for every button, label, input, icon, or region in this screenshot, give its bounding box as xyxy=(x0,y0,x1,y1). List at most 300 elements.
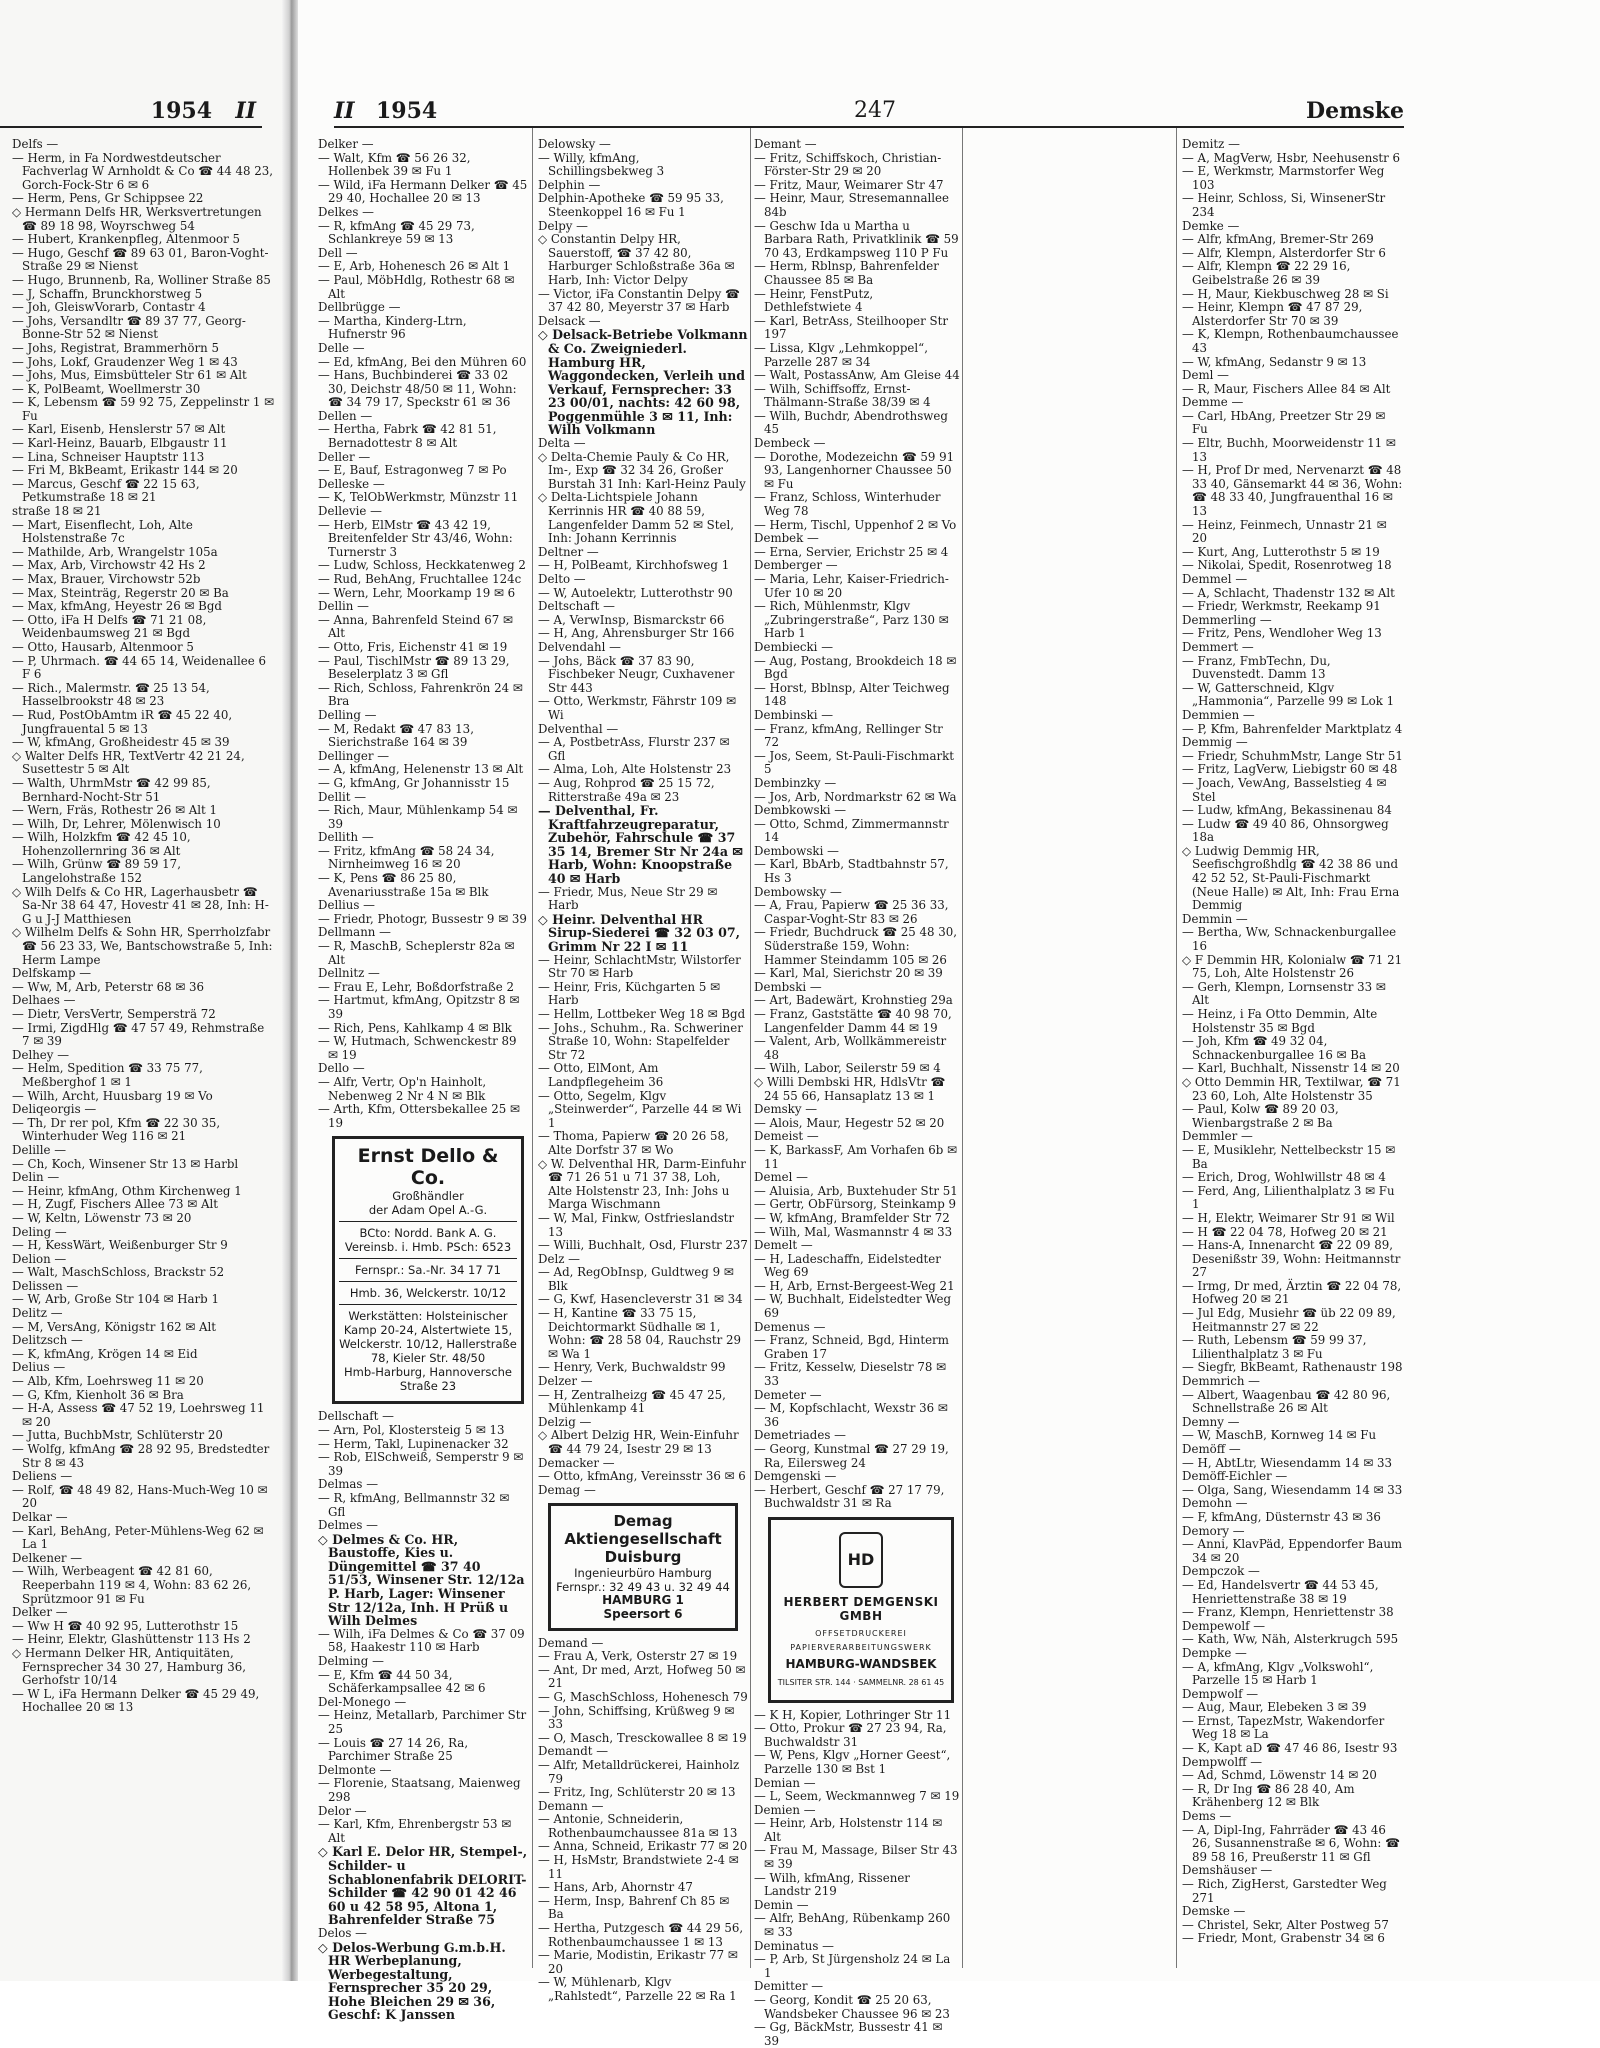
directory-entry: — Herm, Tischl, Uppenhof 2 ✉ Vo xyxy=(754,517,957,532)
directory-entry: — Otto, Fris, Eichenstr 41 ✉ 19 xyxy=(318,639,508,654)
directory-entry: Demian — xyxy=(754,1775,816,1790)
directory-entry: ◇ Walter Delfs HR, TextVertr 42 21 24, Susettestr 5 ✉ Alt xyxy=(12,748,245,777)
directory-entry: Delkar — xyxy=(12,1509,68,1524)
directory-entry: — Hugo, Brunnenb, Ra, Wolliner Straße 85 xyxy=(12,272,271,287)
directory-entry: Delmonte — xyxy=(318,1762,392,1777)
column-1b-entries xyxy=(318,1410,528,2022)
directory-entry: — Aug, Maur, Elebeken 3 ✉ 39 xyxy=(1182,1700,1367,1715)
left-header-year: 1954 xyxy=(150,98,212,124)
ad-demag-line: Speersort 6 xyxy=(603,1606,683,1621)
directory-entry: Delle — xyxy=(318,340,365,355)
directory-entry: — Heinr, Schloss, Si, WinsenerStr 234 xyxy=(1182,191,1386,219)
directory-entry: Demien — xyxy=(754,1802,816,1817)
directory-entry: — Anna, Bahrenfeld Steind 67 ✉ Alt xyxy=(318,612,513,641)
ad-demag-title: Demag Aktiengesellschaft Duisburg xyxy=(564,1512,722,1567)
directory-entry: — Fritz, Maur, Weimarer Str 47 xyxy=(754,177,944,192)
directory-entry: — Johs, Mus, Eimsbütteler Str 61 ✉ Alt xyxy=(12,368,247,383)
directory-entry: ◇ F Demmin HR, Kolonialw ☎ 71 21 75, Loh, Alte Holstenstr 26 xyxy=(1182,952,1403,981)
directory-entry: — Frau E, Lehr, Boßdorfstraße 2 xyxy=(318,979,515,994)
directory-entry: — Valent, Arb, Wollkämmereistr 48 xyxy=(754,1034,947,1062)
directory-entry: — Hans-A, Innenarcht ☎ 22 09 89, Desenißstr 39, Wohn: Heitmannstr 27 xyxy=(1182,1238,1401,1280)
directory-entry: — Willy, kfmAng, Schillingsbekweg 3 xyxy=(538,150,665,179)
directory-entry: ◇ Delta-Lichtspiele Johann Kerrinnis HR ☎ 40 88 59, Langenfelder Damm 52 ✉ Stel, Inh: Johann Kerrinnis xyxy=(538,490,734,546)
column-3-entries xyxy=(754,138,960,1511)
directory-entry: — Heinr, Klempn ☎ 47 87 29, Alsterdorfer Str 70 ✉ 39 xyxy=(1182,300,1363,328)
directory-entry: — Johs, Registrat, Brammerhörn 5 xyxy=(12,340,219,355)
directory-entry: Dellin — xyxy=(318,599,369,614)
directory-entry: — Friedr, Mus, Neue Str 29 ✉ Harb xyxy=(538,884,718,913)
directory-entry: Deltschaft — xyxy=(538,599,615,614)
directory-entry: — Heinz, Metallarb, Parchimer Str 25 xyxy=(318,1708,527,1736)
directory-entry: — Wilh, Werbeagent ☎ 42 81 60, Reeperbahn 119 ✉ 4, Wohn: 83 62 26, Sprützmoor 91 ✉ Fu xyxy=(12,1564,252,1606)
directory-entry: Delfskamp — xyxy=(12,966,92,981)
directory-entry: — H, Maur, Kiekbuschweg 28 ✉ Si xyxy=(1182,286,1389,301)
left-header-volume: II xyxy=(235,98,256,124)
directory-entry: — Gg, BäckMstr, Bussestr 41 ✉ 39 xyxy=(754,2020,943,2048)
directory-entry: — Wilh, Buchdr, Abendrothsweg 45 xyxy=(754,408,948,437)
directory-entry: — Anni, KlavPäd, Eppendorfer Baum 34 ✉ 20 xyxy=(1182,1537,1403,1565)
directory-entry: Demandt — xyxy=(538,1744,609,1759)
directory-entry: Demeist — xyxy=(754,1129,819,1144)
directory-entry: Deminatus — xyxy=(754,1938,834,1953)
directory-entry: — Wern, Fräs, Rothestr 26 ✉ Alt 1 xyxy=(12,803,218,818)
directory-entry: — Arn, Pol, Klostersteig 5 ✉ 13 xyxy=(318,1422,505,1437)
directory-entry: — Johs, Lokf, Graudenzer Weg 1 ✉ 43 xyxy=(12,354,238,369)
directory-entry: — Ludw, kfmAng, Bekassinenau 84 xyxy=(1182,803,1392,818)
ad-dello-line: Hmb. 36, Welckerstr. 10/12 xyxy=(349,1286,507,1301)
directory-entry: — Max, kfmAng, Heyestr 26 ✉ Bgd xyxy=(12,599,222,614)
directory-entry: — Hans, Buchbinderei ☎ 33 02 30, Deichstr 48/50 ✉ 11, Wohn: ☎ 34 79 17, Speckstr 61 ✉ 36 xyxy=(318,368,517,410)
directory-entry: — Franz, FmbTechn, Du, Duvenstedt. Damm 13 xyxy=(1182,653,1331,682)
directory-entry: — Wilh, Dr, Lehrer, Mölenwisch 10 xyxy=(12,816,221,831)
directory-entry: — Otto, Werkmstr, Fährstr 109 ✉ Wi xyxy=(538,694,737,722)
directory-entry: — Ferd, Ang, Lilienthalplatz 3 ✉ Fu 1 xyxy=(1182,1183,1395,1212)
directory-entry: — G, kfmAng, Gr Johannisstr 15 xyxy=(318,775,510,790)
directory-entry: — K, BarkassF, Am Vorhafen 6b ✉ 11 xyxy=(754,1142,957,1171)
directory-entry: — Ad, Schmd, Löwenstr 14 ✉ 20 xyxy=(1182,1768,1377,1783)
directory-entry: Dellbrügge — xyxy=(318,300,401,315)
directory-entry: — Franz, Schneid, Bgd, Hinterm Graben 17 xyxy=(754,1333,949,1361)
directory-entry: — Herm, Rblnsp, Bahrenfelder Chaussee 85 ✉ Ba xyxy=(754,259,939,287)
directory-entry: ◇ Albert Delzig HR, Wein-Einfuhr ☎ 44 79 24, Isestr 29 ✉ 13 xyxy=(538,1428,739,1456)
directory-entry: — Alma, Loh, Alte Holstenstr 23 xyxy=(538,762,732,777)
directory-entry: — Mathilde, Arb, Wrangelstr 105a xyxy=(12,544,218,559)
directory-entry: ◇ Hermann Delker HR, Antiquitäten, Fernsprecher 34 30 27, Hamburg 36, Gerhofstr 10/14 xyxy=(12,1645,246,1688)
directory-entry: Delius — xyxy=(12,1360,66,1375)
directory-entry: — Martha, Kinderg-Ltrn, Hufnerstr 96 xyxy=(318,313,467,342)
directory-entry: Delitz — xyxy=(12,1306,63,1321)
directory-entry: — Otto, Prokur ☎ 27 23 94, Ra, Buchwaldstr 31 xyxy=(754,1721,947,1749)
directory-entry: — Georg, Kunstmal ☎ 27 29 19, Ra, Eilersweg 24 xyxy=(754,1442,949,1470)
directory-entry: Delleske — xyxy=(318,476,385,491)
directory-entry: Demmert — xyxy=(1182,639,1254,654)
directory-entry: — Friedr, SchuhmMstr, Lange Str 51 xyxy=(1182,748,1403,763)
directory-entry: Demeter — xyxy=(754,1387,822,1402)
directory-entry: Delvendahl — xyxy=(538,639,621,654)
directory-entry: — Ludw ☎ 49 40 86, Ohnsorgweg 18a xyxy=(1182,816,1389,845)
directory-entry: — W, Keltn, Löwenstr 73 ✉ 20 xyxy=(12,1210,192,1225)
directory-entry: — Rich, ZigHerst, Garstedter Weg 271 xyxy=(1182,1877,1387,1905)
directory-entry: — Joh, Kfm ☎ 49 32 04, Schnackenburgallee 16 ✉ Ba xyxy=(1182,1034,1366,1062)
directory-entry: — Irmg, Dr med, Ärztin ☎ 22 04 78, Hofweg 20 ✉ 21 xyxy=(1182,1278,1402,1307)
ad-demgenski-line: TILSITER STR. 144 · SAMMELNR. 28 61 45 xyxy=(777,1677,945,1687)
directory-entry: Delissen — xyxy=(12,1278,79,1293)
directory-entry: Delz — xyxy=(538,1251,580,1266)
directory-entry: Dems — xyxy=(1182,1809,1232,1824)
directory-entry: Dembowsky — xyxy=(754,884,842,899)
directory-entry: — Horst, Bblnsp, Alter Teichweg 148 xyxy=(754,680,950,709)
directory-entry: Dempczok — xyxy=(1182,1564,1260,1579)
directory-entry: — Jul Edg, Musiehr ☎ üb 22 09 89, Heitmannstr 27 ✉ 22 xyxy=(1182,1306,1396,1334)
directory-entry: — Wilh, iFa Delmes & Co ☎ 37 09 58, Haakestr 110 ✉ Harb xyxy=(318,1626,525,1655)
directory-entry: — H ☎ 22 04 78, Hofweg 20 ✉ 21 xyxy=(1182,1224,1388,1239)
directory-entry: — H, Ladeschaffn, Eidelstedter Weg 69 xyxy=(754,1251,941,1280)
directory-entry: Delion — xyxy=(12,1251,67,1266)
directory-entry: — Eltr, Buchh, Moorweidenstr 11 ✉ 13 xyxy=(1182,436,1396,464)
directory-entry: — Mart, Eisenflecht, Loh, Alte Holstenstraße 7c xyxy=(12,517,193,546)
directory-entry: — Nikolai, Spedit, Rosenrotweg 18 xyxy=(1182,558,1392,573)
directory-entry: — Max, Brauer, Virchowstr 52b xyxy=(12,572,201,586)
directory-entry: — K, Klempn, Rothenbaumchaussee 43 xyxy=(1182,327,1399,355)
directory-entry: — R, kfmAng ☎ 45 29 73, Schlankreye 59 ✉ 13 xyxy=(318,218,475,247)
directory-entry: — John, Schiffsing, Krüßweg 9 ✉ 33 xyxy=(538,1703,735,1732)
directory-entry: — Jos, Seem, St-Pauli-Fischmarkt 5 xyxy=(754,748,955,777)
directory-entry: — Herm, Takl, Lupinenacker 32 xyxy=(318,1436,509,1451)
right-header-volume: II xyxy=(334,98,355,124)
directory-entry: Demenus — xyxy=(754,1319,826,1334)
directory-entry: — Marcus, Geschf ☎ 22 15 63, Petkumstraße 18 ✉ 21 xyxy=(12,476,200,505)
directory-entry: — Karl, Buchhalt, Nissenstr 14 ✉ 20 xyxy=(1182,1061,1400,1076)
directory-entry: Demin — xyxy=(754,1897,809,1912)
directory-entry: — G, Kfm, Kienholt 36 ✉ Bra xyxy=(12,1387,184,1402)
directory-entry: Dempke — xyxy=(1182,1645,1247,1660)
directory-entry: — W, MaschB, Kornweg 14 ✉ Fu xyxy=(1182,1428,1377,1443)
directory-entry: — Walt, PostassAnw, Am Gleise 44 xyxy=(754,368,960,383)
directory-entry: Delming — xyxy=(318,1654,384,1669)
directory-entry: — Heinr, FenstPutz, Dethlefstwiete 4 xyxy=(754,286,874,315)
directory-entry: — H, Arb, Ernst-Bergeest-Weg 21 xyxy=(754,1278,955,1293)
directory-entry: — Alfr, Klempn ☎ 22 29 16, Geibelstraße 26 ✉ 39 xyxy=(1182,259,1351,287)
directory-entry: — K, Pens ☎ 86 25 80, Avenariusstraße 15a ✉ Blk xyxy=(318,871,489,899)
directory-entry: — Art, Badewärt, Krohnstieg 29a xyxy=(754,993,953,1008)
directory-entry: Demitz — xyxy=(1182,137,1240,151)
column-4 xyxy=(1182,138,1404,1968)
directory-entry: ◇ Wilh Delfs & Co HR, Lagerhausbetr ☎ Sa-Nr 38 64 47, Hovestr 41 ✉ 28, Inh: H-G u J-J Matthiesen xyxy=(12,884,269,926)
directory-entry: Demmig — xyxy=(1182,735,1248,750)
column-divider xyxy=(1176,128,1177,1968)
directory-entry: — Karl, BehAng, Peter-Mühlens-Weg 62 ✉ La 1 xyxy=(12,1523,264,1552)
directory-entry: — Carl, HbAng, Preetzer Str 29 ✉ Fu xyxy=(1182,408,1386,437)
directory-entry: — Thoma, Papierw ☎ 20 26 58, Alte Dorfstr 37 ✉ Wo xyxy=(538,1129,729,1157)
directory-entry: — Otto, kfmAng, Vereinsstr 36 ✉ 6 xyxy=(538,1469,746,1484)
directory-entry: — Willi, Buchhalt, Osd, Flurstr 237 xyxy=(538,1238,748,1253)
directory-entry: Dembowski — xyxy=(754,843,839,858)
directory-entry: Deling — xyxy=(12,1224,67,1239)
directory-entry: ◇ Delos-Werbung G.m.b.H. HR Werbeplanung, Werbegestaltung, Fernsprecher 35 20 29, Hohe Bleichen 29 ✉ 36, Geschf: K Janssen xyxy=(318,1939,506,2023)
directory-entry: — K, TelObWerkmstr, Münzstr 11 xyxy=(318,490,519,505)
directory-entry: — Heinr, Fris, Küchgarten 5 ✉ Harb xyxy=(538,979,720,1008)
directory-entry: Dell — xyxy=(318,245,358,260)
ad-demag xyxy=(548,1503,738,1630)
directory-entry: — Frau M, Massage, Bilser Str 43 ✉ 39 xyxy=(754,1843,958,1872)
directory-entry: — Rich, Schloss, Fahrenkrön 24 ✉ Bra xyxy=(318,680,523,709)
directory-entry: — Ed, kfmAng, Bei den Mühren 60 xyxy=(318,354,527,369)
directory-entry: — L, Seem, Weckmannweg 7 ✉ 19 xyxy=(754,1789,960,1804)
book-gutter xyxy=(282,0,298,1981)
directory-entry: — Wilh, Mal, Wasmannstr 4 ✉ 33 xyxy=(754,1224,953,1239)
directory-entry: Demmin — xyxy=(1182,911,1248,926)
directory-entry: — H, Ang, Ahrensburger Str 166 xyxy=(538,626,735,641)
directory-entry: — A, kfmAng, Helenenstr 13 ✉ Alt xyxy=(318,762,524,777)
ad-dello-title: Ernst Dello & Co. xyxy=(357,1145,499,1190)
right-page xyxy=(298,0,1600,2048)
directory-entry: — E, Arb, Hohenesch 26 ✉ Alt 1 xyxy=(318,259,511,274)
ad-demgenski-line: HAMBURG-WANDSBEK xyxy=(785,1657,937,1672)
directory-entry: Demmel — xyxy=(1182,572,1248,586)
directory-entry: Dellinger — xyxy=(318,748,390,763)
directory-entry: — Herb, ElMstr ☎ 43 42 19, Breitenfelder Str 43/46, Wohn: Turnerstr 3 xyxy=(318,517,513,559)
directory-entry: Delkes — xyxy=(318,204,374,219)
directory-entry: Dembinski — xyxy=(754,707,834,722)
directory-entry: — M, Redakt ☎ 47 83 13, Sierichstraße 164 ✉ 39 xyxy=(318,721,474,750)
directory-entry: ◇ W. Delventhal HR, Darm-Einfuhr ☎ 71 26 51 u 71 37 38, Loh, Alte Holstenstr 23, Inh: Johs u Marga Wischmann xyxy=(538,1156,746,1212)
ad-dello-line: Großhändler xyxy=(392,1189,464,1204)
directory-entry: — H, Zentralheizg ☎ 45 47 25, Mühlenkamp 41 xyxy=(538,1387,726,1416)
directory-entry: — Helm, Spedition ☎ 33 75 77, Meßberghof 1 ✉ 1 xyxy=(12,1061,203,1089)
directory-entry: Demshäuser — xyxy=(1182,1863,1273,1878)
directory-entry: Dempwolff — xyxy=(1182,1754,1263,1769)
directory-entry: Delmas — xyxy=(318,1477,379,1492)
directory-entry: — Wilh, Archt, Huusbarg 19 ✉ Vo xyxy=(12,1088,213,1103)
directory-entry: Dembkowski — xyxy=(754,803,847,818)
directory-entry: — K, kfmAng, Krögen 14 ✉ Eid xyxy=(12,1346,198,1361)
directory-entry: ◇ Heinr. Delventhal HR Sirup-Siederei ☎ 32 03 07, Grimm Nr 22 I ✉ 11 xyxy=(538,911,741,955)
directory-entry: — Jos, Arb, Nordmarkstr 62 ✉ Wa xyxy=(754,789,957,804)
directory-entry: Demöff-Eichler — xyxy=(1182,1469,1288,1484)
directory-entry: Demitter — xyxy=(754,1979,824,1994)
column-2-entries xyxy=(538,138,748,1497)
directory-entry: — Anna, Schneid, Erikastr 77 ✉ 20 xyxy=(538,1839,748,1854)
directory-entry: — M, VersAng, Königstr 162 ✉ Alt xyxy=(12,1319,217,1334)
directory-entry: ◇ Constantin Delpy HR, Sauerstoff, ☎ 37 42 80, Harburger Schloßstraße 36a ✉ Harb, Inh: Victor Delpy xyxy=(538,232,735,287)
directory-entry: — Hubert, Krankenpfleg, Altenmoor 5 xyxy=(12,232,241,247)
directory-entry: — Karl, Kfm, Ehrenbergstr 53 ✉ Alt xyxy=(318,1817,512,1845)
directory-entry: — A, Dipl-Ing, Fahrräder ☎ 43 46 26, Susannenstraße ✉ 6, Wohn: ☎ 89 58 16, Preußerstr 11 ✉ Gfl xyxy=(1182,1822,1400,1864)
directory-entry: — Franz, Klempn, Henriettenstr 38 xyxy=(1182,1605,1394,1620)
directory-entry: — Rich, Maur, Mühlenkamp 54 ✉ 39 xyxy=(318,803,518,831)
directory-entry: Dellit — xyxy=(318,789,367,804)
directory-entry: — Karl, Eisenb, Henslerstr 57 ✉ Alt xyxy=(12,422,226,437)
directory-entry: — Aug, Postang, Brookdeich 18 ✉ Bgd xyxy=(754,653,957,682)
ad-dello-line: Fernspr.: Sa.-Nr. 34 17 71 xyxy=(355,1263,501,1278)
directory-entry: Demke — xyxy=(1182,218,1240,233)
column-2b-entries xyxy=(538,1637,748,2004)
directory-entry: Deliqeorgis — xyxy=(12,1102,97,1117)
directory-entry: Delhaes — xyxy=(12,993,76,1008)
directory-entry: — Hertha, Fabrk ☎ 42 81 51, Bernadottestr 8 ✉ Alt xyxy=(318,422,497,451)
directory-entry: straße 18 ✉ 21 xyxy=(12,504,102,519)
directory-entry: Demme — xyxy=(1182,395,1244,410)
directory-entry: — Alfr, BehAng, Rübenkamp 260 ✉ 33 xyxy=(754,1911,951,1940)
directory-entry: — K, PolBeamt, Woellmerstr 30 xyxy=(12,381,201,396)
directory-entry: Dempewolf — xyxy=(1182,1618,1266,1633)
directory-entry: Demetriades — xyxy=(754,1428,846,1443)
directory-entry: — H, PolBeamt, Kirchhofsweg 1 xyxy=(538,558,730,573)
directory-entry: — Hertha, Putzgesch ☎ 44 29 56, Rothenbaumchaussee 1 ✉ 13 xyxy=(538,1921,744,1949)
directory-entry: Delin — xyxy=(12,1170,60,1185)
directory-entry: ◇ Hermann Delfs HR, Werksvertretungen ☎ 89 18 98, Woyrschweg 54 xyxy=(12,204,262,233)
directory-entry: — Wilh, Labor, Seilerstr 59 ✉ 4 xyxy=(754,1061,941,1076)
directory-entry: — Hellm, Lottbeker Weg 18 ✉ Bgd xyxy=(538,1007,746,1021)
directory-entry: Delitzsch — xyxy=(12,1333,83,1348)
directory-entry: — R, Maur, Fischers Allee 84 ✉ Alt xyxy=(1182,381,1391,396)
directory-entry: Delto — xyxy=(538,572,586,586)
directory-entry: — Lissa, Klgv „Lehmkoppel“, Parzelle 287 ✉ 34 xyxy=(754,340,928,369)
directory-entry: — Herm, in Fa Nordwestdeutscher Fachverlag W Arnholdt & Co ☎ 44 48 23, Gorch-Fock-Str 6 ✉ 6 xyxy=(12,150,274,192)
directory-entry: — E, Werkmstr, Marmstorfer Weg 103 xyxy=(1182,164,1385,192)
directory-entry: — Franz, Gaststätte ☎ 40 98 70, Langenfelder Damm 44 ✉ 19 xyxy=(754,1007,952,1035)
directory-entry: ◇ Delta-Chemie Pauly & Co HR, Im-, Exp ☎ 32 34 26, Großer Burstah 31 Inh: Karl-Heinz Pauly xyxy=(538,449,746,491)
directory-entry: — Alois, Maur, Hegestr 52 ✉ 20 xyxy=(754,1115,945,1130)
directory-entry: — Gerh, Klempn, Lornsenstr 33 ✉ Alt xyxy=(1182,979,1386,1008)
left-page xyxy=(0,0,282,1981)
directory-entry: — Max, Steinträg, Regerstr 20 ✉ Ba xyxy=(12,585,229,600)
ad-dello-line: BCto: Nordd. Bank A. G. xyxy=(359,1226,497,1241)
directory-entry: — Otto, Schmd, Zimmermannstr 14 xyxy=(754,816,949,845)
directory-entry: — W L, iFa Hermann Delker ☎ 45 29 49, Hochallee 20 ✉ 13 xyxy=(12,1686,260,1715)
directory-entry: — Heinz, Feinmech, Unnastr 21 ✉ 20 xyxy=(1182,517,1387,546)
ad-demag-line: Ingenieurbüro Hamburg xyxy=(574,1566,712,1581)
directory-entry: Delventhal — xyxy=(538,721,619,736)
directory-entry: — Fritz, LagVerw, Liebigstr 60 ✉ 48 xyxy=(1182,762,1398,777)
directory-entry: Demag — xyxy=(538,1482,596,1497)
directory-entry: — Johs., Schuhm., Ra. Schweriner Straße 10, Wohn: Stapelfelder Str 72 xyxy=(538,1020,743,1062)
directory-entry: — Heinr, Elektr, Glashüttenstr 113 Hs 2 xyxy=(12,1632,251,1647)
directory-entry: — Alfr, kfmAng, Bremer-Str 269 xyxy=(1182,232,1374,247)
ad-demgenski-line: HERBERT DEMGENSKI GMBH xyxy=(783,1594,939,1623)
ad-divider xyxy=(339,1281,517,1282)
directory-entry: — P, Arb, St Jürgensholz 24 ✉ La 1 xyxy=(754,1952,951,1980)
directory-entry: — W, kfmAng, Großheidestr 45 ✉ 39 xyxy=(12,735,230,750)
directory-entry: Demgenski — xyxy=(754,1469,837,1484)
directory-entry: Dembinzky — xyxy=(754,775,837,790)
directory-entry: ◇ Delsack-Betriebe Volkmann & Co. Zweigniederl. Hamburg HR, Waggondecken, Verleih und Verkauf, Fernsprecher: 33 23 00/01, nachts: 42 60 98, Poggenmühle 3 ✉ 11, Inh: Wilh Volkmann xyxy=(538,327,748,438)
directory-entry: — Ww H ☎ 40 92 95, Lutterothstr 15 xyxy=(12,1618,239,1633)
directory-entry: Demske — xyxy=(1182,1904,1246,1919)
directory-entry: — W, Pens, Klgv „Horner Geest“, Parzelle 130 ✉ Bst 1 xyxy=(754,1748,951,1776)
directory-entry: — Maria, Lehr, Kaiser-Friedrich-Ufer 10 ✉ 20 xyxy=(754,572,949,600)
directory-entry: — Karl, Mal, Sierichstr 20 ✉ 39 xyxy=(754,966,943,981)
directory-entry: — Friedr, Mont, Grabenstr 34 ✉ 6 xyxy=(1182,1931,1385,1946)
directory-entry: — H, Elektr, Weimarer Str 91 ✉ Wil xyxy=(1182,1210,1395,1225)
ad-divider xyxy=(339,1258,517,1259)
directory-entry: — H, KessWärt, Weißenburger Str 9 xyxy=(12,1238,228,1253)
directory-entry: Dellius — xyxy=(318,898,375,913)
directory-entry: Dellen — xyxy=(318,408,373,423)
directory-entry: — R, MaschB, Scheplerstr 82a ✉ Alt xyxy=(318,939,515,967)
directory-entry: Deller — xyxy=(318,449,371,464)
directory-entry: Delkener — xyxy=(12,1550,83,1565)
directory-entry: — E, Bauf, Estragonweg 7 ✉ Po xyxy=(318,463,507,478)
directory-entry: — Wolfg, kfmAng ☎ 28 92 95, Bredstedter Str 8 ✉ 43 xyxy=(12,1442,270,1470)
directory-entry: Demmerling — xyxy=(1182,612,1272,627)
directory-entry: — Albert, Waagenbau ☎ 42 80 96, Schnellstraße 26 ✉ Alt xyxy=(1182,1387,1391,1416)
directory-entry: — Herm, Insp, Bahrenf Ch 85 ✉ Ba xyxy=(538,1893,730,1922)
directory-entry: — Siegfr, BkBeamt, Rathenaustr 198 xyxy=(1182,1360,1403,1375)
directory-entry: Delphin-Apotheke ☎ 59 95 33, Steenkoppel 16 ✉ Fu 1 xyxy=(538,191,724,219)
ad-dello-line: Vereinsb. i. Hmb. PSch: 6523 xyxy=(344,1240,512,1255)
directory-entry: Demohn — xyxy=(1182,1496,1248,1511)
directory-entry: — Fritz, kfmAng ☎ 58 24 34, Nirnheimweg 16 ✉ 20 xyxy=(318,843,495,872)
directory-entry: — W, Buchhalt, Eidelstedter Weg 69 xyxy=(754,1292,952,1321)
directory-entry: — Dietr, VersVertr, Sempersträ 72 xyxy=(12,1007,216,1021)
ad-demgenski xyxy=(768,1517,954,1703)
directory-entry: Dellevie — xyxy=(318,504,382,519)
directory-entry: — H, Zugf, Fischers Allee 73 ✉ Alt xyxy=(12,1197,218,1212)
directory-entry: ◇ Otto Demmin HR, Textilwar, ☎ 71 23 60, Loh, Alte Holstenstr 35 xyxy=(1182,1074,1401,1103)
directory-entry: ◇ Ludwig Demmig HR, Seefischgroßhdlg ☎ 42 38 86 und 42 52 52, St-Pauli-Fischmarkt (Neue Halle) ✉ Alt, Inh: Frau Erna Demmig xyxy=(1182,843,1400,913)
directory-entry: — Aluisia, Arb, Buxtehuder Str 51 xyxy=(754,1183,958,1198)
column-divider xyxy=(962,128,963,1968)
directory-entry: — Georg, Kondit ☎ 25 20 63, Wandsbeker Chaussee 96 ✉ 23 xyxy=(754,1993,950,2021)
directory-entry: — Kurt, Ang, Lutterothstr 5 ✉ 19 xyxy=(1182,544,1380,559)
directory-entry: — Alfr, Metalldrückerei, Hainholz 79 xyxy=(538,1757,740,1786)
directory-entry: ◇ Willi Dembski HR, HdlsVtr ☎ 24 55 66, Hansaplatz 13 ✉ 1 xyxy=(754,1074,946,1103)
directory-entry: — Franz, kfmAng, Rellinger Str 72 xyxy=(754,721,943,750)
column-3 xyxy=(754,137,960,2048)
directory-entry: Demant — xyxy=(754,137,817,151)
directory-entry: — Dorothe, Modezeichn ☎ 59 91 93, Langenhorner Chaussee 50 ✉ Fu xyxy=(754,449,955,491)
directory-entry: — A, MagVerw, Hsbr, Neehusenstr 6 xyxy=(1182,150,1401,165)
directory-entry: — Wilh, kfmAng, Rissener Landstr 219 xyxy=(754,1870,910,1899)
directory-entry: — F, kfmAng, Düsternstr 43 ✉ 36 xyxy=(1182,1509,1381,1524)
directory-entry: Del-Monego — xyxy=(318,1694,407,1709)
directory-entry: — Friedr, Buchdruck ☎ 25 48 30, Süderstraße 159, Wohn: Hammer Steindamm 105 ✉ 26 xyxy=(754,925,958,967)
directory-entry: — Wilh, Schiffsoffz, Ernst-Thälmann-Straße 38/39 ✉ 4 xyxy=(754,381,931,410)
directory-entry: — Paul, Kolw ☎ 89 20 03, Wienbargstraße 2 ✉ Ba xyxy=(1182,1102,1339,1130)
directory-entry: — Walt, Kfm ☎ 56 26 32, Hollenbek 39 ✉ Fu 1 xyxy=(318,150,471,179)
column-2 xyxy=(538,137,748,2003)
directory-entry: ◇ Karl E. Delor HR, Stempel-, Schilder- u Schablonenfabrik DELORIT-Schilder ☎ 42 90 01 42 46 60 u 42 58 95, Altona 1, Bahrenfelder Straße 75 xyxy=(318,1844,528,1928)
directory-entry: — Wilh, Grünw ☎ 89 59 17, Langelohstraße 152 xyxy=(12,857,181,886)
column-3b-entries xyxy=(754,1709,960,2048)
directory-entry: ◇ Delmes & Co. HR, Baustoffe, Kies u. Düngemittel ☎ 37 40 51/53, Winsener Str. 12/12a P. Harb, Lager: Winsener Str 12/12a, Inh. H Prüß u Wilh Delmes xyxy=(318,1531,525,1629)
directory-entry: — W, Mühlenarb, Klgv „Rahlstedt“, Parzelle 22 ✉ Ra 1 xyxy=(538,1975,737,2003)
directory-entry: — K H, Kopier, Lothringer Str 11 xyxy=(754,1707,952,1722)
directory-entry: — Christel, Sekr, Alter Postweg 57 xyxy=(1182,1917,1389,1932)
directory-entry: — Henry, Verk, Buchwaldstr 99 xyxy=(538,1360,726,1375)
directory-entry: — Rich., Malermstr. ☎ 25 13 54, Hasselbrookstr 48 ✉ 23 xyxy=(12,680,210,709)
directory-entry: — Heinr, Maur, Stresemannallee 84b xyxy=(754,191,950,219)
directory-entry: Demel — xyxy=(754,1170,808,1185)
directory-entry: — K, Kapt aD ☎ 47 46 86, Isestr 93 xyxy=(1182,1741,1398,1756)
directory-entry: — Ed, Handelsvertr ☎ 44 53 45, Henriettenstraße 38 ✉ 19 xyxy=(1182,1577,1379,1606)
directory-entry: Deltner — xyxy=(538,544,599,559)
directory-entry: — Heinz, i Fa Otto Demmin, Alte Holstenstr 35 ✉ Bgd xyxy=(1182,1007,1378,1035)
ad-divider xyxy=(339,1221,517,1222)
column-divider xyxy=(532,128,533,1968)
directory-entry: — Louis ☎ 27 14 26, Ra, Parchimer Straße 25 xyxy=(318,1735,469,1764)
directory-entry: — Joh, GleiswVorarb, Contastr 4 xyxy=(12,300,206,315)
directory-entry: — Geschw Ida u Martha u Barbara Rath, Privatklinik ☎ 59 70 43, Erdkampsweg 110 P Fu xyxy=(754,218,959,260)
directory-entry: — Rich, Mühlenmstr, Klgv „Zubringerstraße“, Parz 130 ✉ Harb 1 xyxy=(754,599,949,641)
directory-entry: — Rud, BehAng, Fruchtallee 124c xyxy=(318,572,522,586)
directory-entry: — Wilh, Holzkfm ☎ 42 45 10, Hohenzollernring 36 ✉ Alt xyxy=(12,830,191,858)
directory-entry: — H, Prof Dr med, Nervenarzt ☎ 48 33 40, Gänsemarkt 44 ✉ 36, Wohn: ☎ 48 33 40, Jungfrauenthal 16 ✉ 13 xyxy=(1182,463,1403,519)
directory-entry: — Jutta, BuchbMstr, Schlüterstr 20 xyxy=(12,1428,223,1443)
directory-entry: — A, PostbetrAss, Flurstr 237 ✉ Gfl xyxy=(538,735,730,763)
right-header-year: 1954 xyxy=(376,98,438,124)
